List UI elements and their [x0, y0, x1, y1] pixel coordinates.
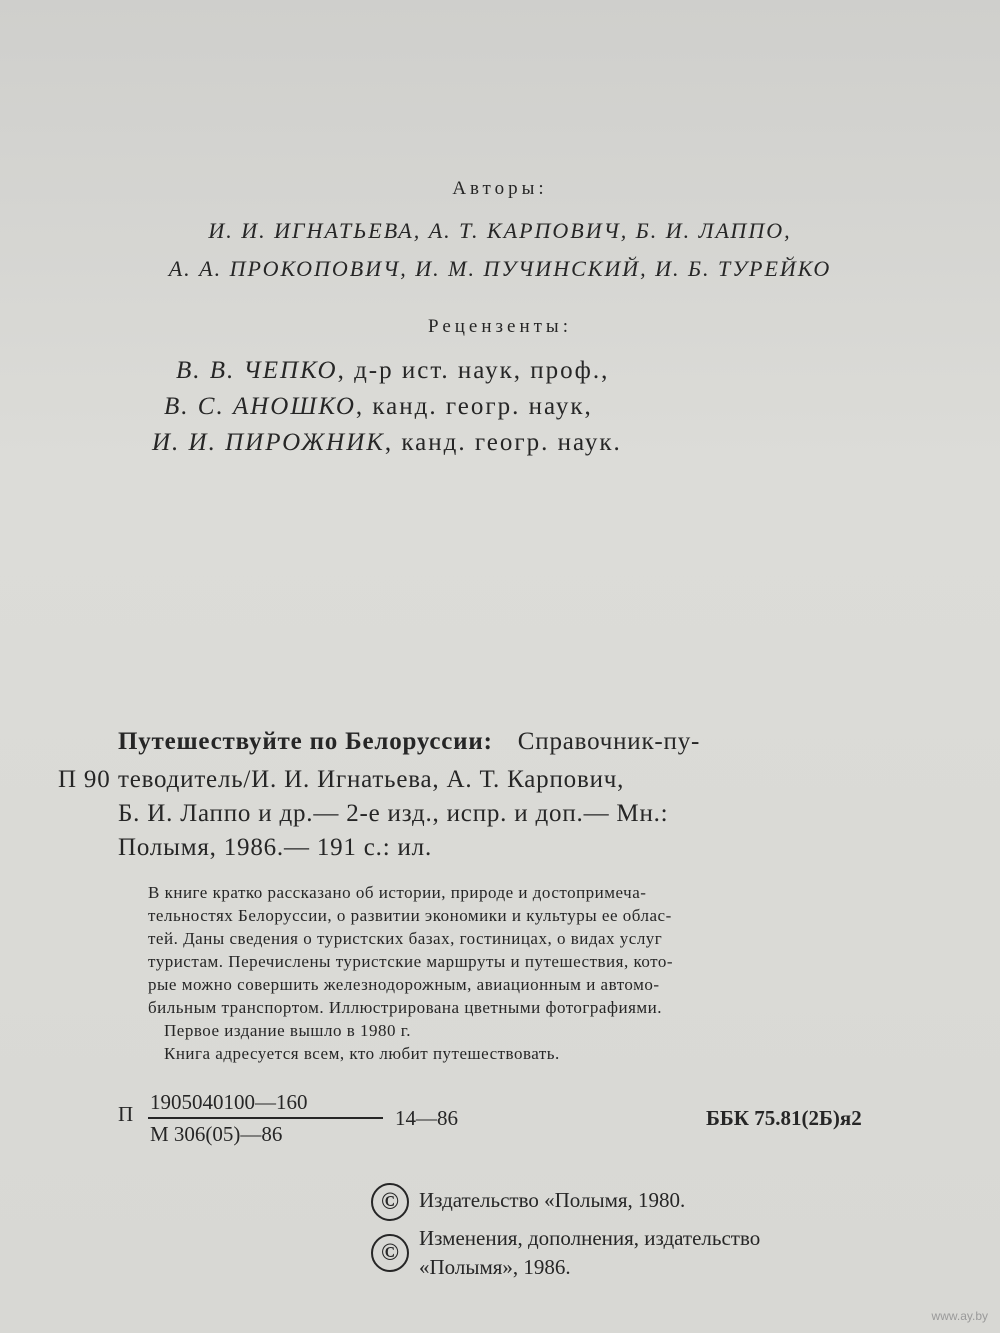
fraction-line: [148, 1117, 383, 1119]
copyright-icon: ©: [371, 1183, 409, 1221]
copyright-line-2a: Изменения, дополнения, издательство: [419, 1226, 761, 1250]
description-line-6: бильным транспортом. Иллюстрирована цветными фотографиями.: [148, 998, 662, 1017]
first-edition-note: Первое издание вышло в 1980 г.: [164, 1021, 412, 1040]
book-title: Путешествуйте по Белоруссии:: [118, 728, 493, 755]
reviewer-3-name: И. И. ПИРОЖНИК: [152, 429, 385, 456]
copyright-icon-2: ©: [371, 1234, 409, 1272]
bibliography-line-4: Полымя, 1986.— 191 с.: ил.: [118, 834, 433, 861]
copyright-line-2b: «Полымя», 1986.: [419, 1255, 571, 1279]
site-watermark: www.ay.by: [931, 1309, 988, 1323]
reviewer-1: [176, 357, 609, 385]
classification-numerator: 1905040100—160: [150, 1090, 308, 1114]
audience-note: Книга адресуется всем, кто любит путешествовать.: [164, 1044, 560, 1063]
authors-line-2: А. А. ПРОКОПОВИЧ, И. М. ПУЧИНСКИЙ, И. Б. ТУРЕЙКО: [168, 256, 832, 281]
description-line-4: туристам. Перечислены туристские маршруты и путешествия, кото-: [148, 952, 673, 971]
bibliography-line-1: [118, 728, 700, 756]
description-line-5: рые можно совершить железнодорожным, авиационным и автомо-: [148, 975, 660, 994]
reviewer-1-name: В. В. ЧЕПКО: [176, 357, 338, 384]
reviewers-heading: Рецензенты:: [428, 316, 572, 337]
classification-suffix: 14—86: [395, 1106, 458, 1130]
reviewer-2: [164, 393, 593, 421]
classification-denominator: М 306(05)—86: [150, 1122, 283, 1146]
description-line-1: В книге кратко рассказано об истории, природе и достопримеча-: [148, 883, 647, 902]
description-line-2: тельностях Белоруссии, о развитии экономики и культуры ее облас-: [148, 906, 672, 925]
authors-heading: Авторы:: [452, 178, 548, 199]
copyright-line-1: Издательство «Полымя, 1980.: [419, 1188, 686, 1212]
authors-line-1: И. И. ИГНАТЬЕВА, А. Т. КАРПОВИЧ, Б. И. ЛАППО,: [208, 218, 792, 243]
reviewer-2-title: , канд. геогр. наук,: [355, 393, 593, 420]
bleed-through-title: [40, 40, 940, 130]
bbk-code: ББК 75.81(2Б)я2: [706, 1106, 862, 1130]
bibliography-line-1-rest: Справочник-пу-: [517, 728, 701, 755]
description-line-3: тей. Даны сведения о туристских базах, гостиницах, о видах услуг: [148, 929, 663, 948]
reviewer-3-title: , канд. геогр. наук.: [384, 429, 622, 456]
reviewer-2-name: В. С. АНОШКО: [164, 393, 356, 420]
catalog-index: П 90: [58, 766, 111, 793]
reviewer-3: [152, 429, 622, 457]
bibliography-line-2: теводитель/И. И. Игнатьева, А. Т. Карпович,: [118, 766, 625, 793]
bibliography-line-3: Б. И. Лаппо и др.— 2-е изд., испр. и доп.— Мн.:: [118, 800, 669, 827]
reviewer-1-title: , д-р ист. наук, проф.,: [337, 357, 610, 384]
classification-prefix: П: [118, 1102, 134, 1126]
